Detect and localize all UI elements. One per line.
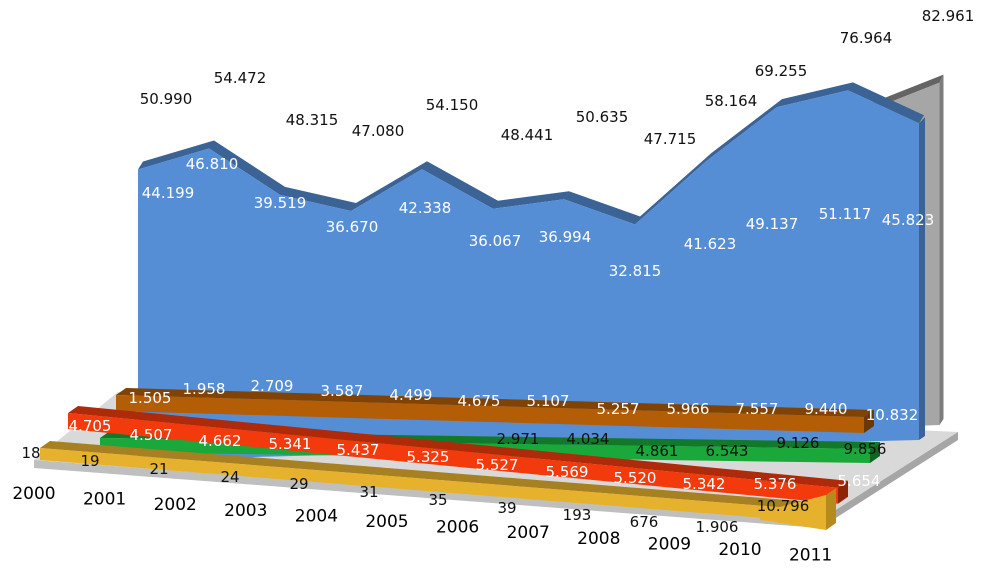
x-tick-label-2004: 2004 (294, 506, 339, 527)
data-label-red-2005: 5.325 (406, 448, 450, 466)
x-tick-label-2011: 2011 (788, 545, 833, 566)
data-label-red-2009: 5.342 (682, 475, 726, 493)
data-label-red-2010: 5.376 (753, 475, 797, 493)
data-label-green-2009: 6.543 (705, 442, 749, 460)
data-label-red-2007: 5.569 (545, 463, 589, 481)
data-label-yellow-2010: 1.906 (695, 518, 739, 536)
data-label-green-2011: 9.856 (843, 440, 887, 458)
data-label-yellow-2001: 19 (80, 452, 100, 470)
data-label-green-2006: 2.971 (496, 430, 540, 448)
data-label-gray-2008: 58.164 (704, 92, 758, 110)
x-tick-label-2009: 2009 (647, 534, 692, 555)
data-label-brown-2007: 5.257 (596, 400, 640, 418)
data-label-yellow-2002: 21 (149, 460, 169, 478)
gray-side (940, 75, 944, 425)
data-label-blue-2000: 44.199 (141, 184, 195, 202)
x-tick-label-2006: 2006 (435, 517, 480, 538)
data-label-brown-2003: 3.587 (320, 382, 364, 400)
data-label-yellow-2003: 24 (220, 468, 240, 486)
x-tick-label-2010: 2010 (718, 540, 762, 560)
data-label-red-2002: 4.662 (198, 432, 242, 450)
data-label-blue-2010: 51.117 (818, 205, 872, 223)
data-label-blue-2003: 36.670 (325, 218, 379, 236)
data-label-red-2004: 5.437 (336, 441, 380, 459)
data-label-green-2007: 4.034 (566, 430, 610, 448)
x-tick-label-2007: 2007 (506, 523, 550, 544)
data-label-gray-2004: 54.150 (425, 96, 479, 114)
data-label-brown-2002: 2.709 (250, 377, 294, 395)
data-label-gray-2003: 47.080 (351, 122, 405, 140)
data-label-brown-2004: 4.499 (389, 386, 433, 404)
x-tick-label-2008: 2008 (577, 528, 621, 549)
data-label-gray-2006: 50.635 (575, 108, 629, 126)
data-label-blue-2007: 32.815 (608, 262, 662, 280)
data-label-yellow-2011: 10.796 (756, 497, 810, 515)
data-label-gray-2009: 69.255 (754, 62, 808, 80)
data-label-blue-2002: 39.519 (253, 194, 307, 212)
data-label-brown-2000: 1.505 (128, 389, 172, 407)
x-tick-label-2002: 2002 (153, 495, 197, 516)
data-label-blue-2008: 41.623 (683, 235, 737, 253)
data-label-yellow-2005: 31 (359, 483, 379, 501)
data-label-brown-2009: 7.557 (735, 400, 779, 418)
data-label-yellow-2006: 35 (428, 491, 448, 509)
data-label-blue-2001: 46.810 (185, 155, 239, 173)
data-label-brown-2011: 10.832 (865, 406, 919, 424)
data-label-blue-2009: 49.137 (745, 215, 799, 233)
data-label-green-2008: 4.861 (635, 442, 679, 460)
yellow-wedge-side (826, 488, 836, 530)
data-label-green-2010: 9.126 (776, 434, 820, 452)
data-label-blue-2005: 36.067 (468, 232, 522, 250)
data-label-brown-2001: 1.958 (182, 380, 226, 398)
data-label-yellow-2004: 29 (289, 475, 309, 493)
data-label-blue-2011: 45.823 (881, 211, 935, 229)
data-label-blue-2006: 36.994 (538, 228, 592, 246)
data-label-red-2011: 5.654 (837, 472, 881, 490)
data-label-red-2001: 4.507 (129, 426, 173, 444)
data-label-red-2006: 5.527 (475, 456, 519, 474)
data-label-gray-2001: 54.472 (213, 69, 267, 87)
x-tick-label-2003: 2003 (224, 500, 268, 521)
data-label-yellow-2008: 193 (562, 506, 592, 524)
data-label-red-2003: 5.341 (268, 435, 312, 453)
data-label-brown-2005: 4.675 (457, 392, 501, 410)
data-label-gray-2002: 48.315 (285, 111, 339, 129)
data-label-brown-2010: 9.440 (804, 400, 848, 418)
data-label-yellow-2007: 39 (497, 499, 517, 517)
data-label-yellow-2000: 18 (21, 444, 41, 462)
data-label-blue-2004: 42.338 (398, 199, 452, 217)
data-label-brown-2006: 5.107 (526, 392, 570, 410)
data-label-red-2008: 5.520 (613, 469, 657, 487)
data-label-yellow-2009: 676 (629, 513, 659, 531)
x-tick-label-2001: 2001 (82, 489, 127, 510)
data-label-gray-2005: 48.441 (500, 126, 554, 144)
blue-side (919, 117, 925, 440)
data-label-gray-2010: 76.964 (839, 29, 893, 47)
data-label-red-2000: 4.705 (68, 417, 112, 435)
data-label-brown-2008: 5.966 (666, 400, 710, 418)
data-label-gray-2007: 47.715 (643, 130, 697, 148)
data-label-gray-2011: 82.961 (921, 7, 975, 25)
data-label-gray-2000: 50.990 (139, 90, 193, 108)
x-tick-label-2005: 2005 (365, 512, 409, 532)
x-tick-label-2000: 2000 (12, 484, 56, 504)
